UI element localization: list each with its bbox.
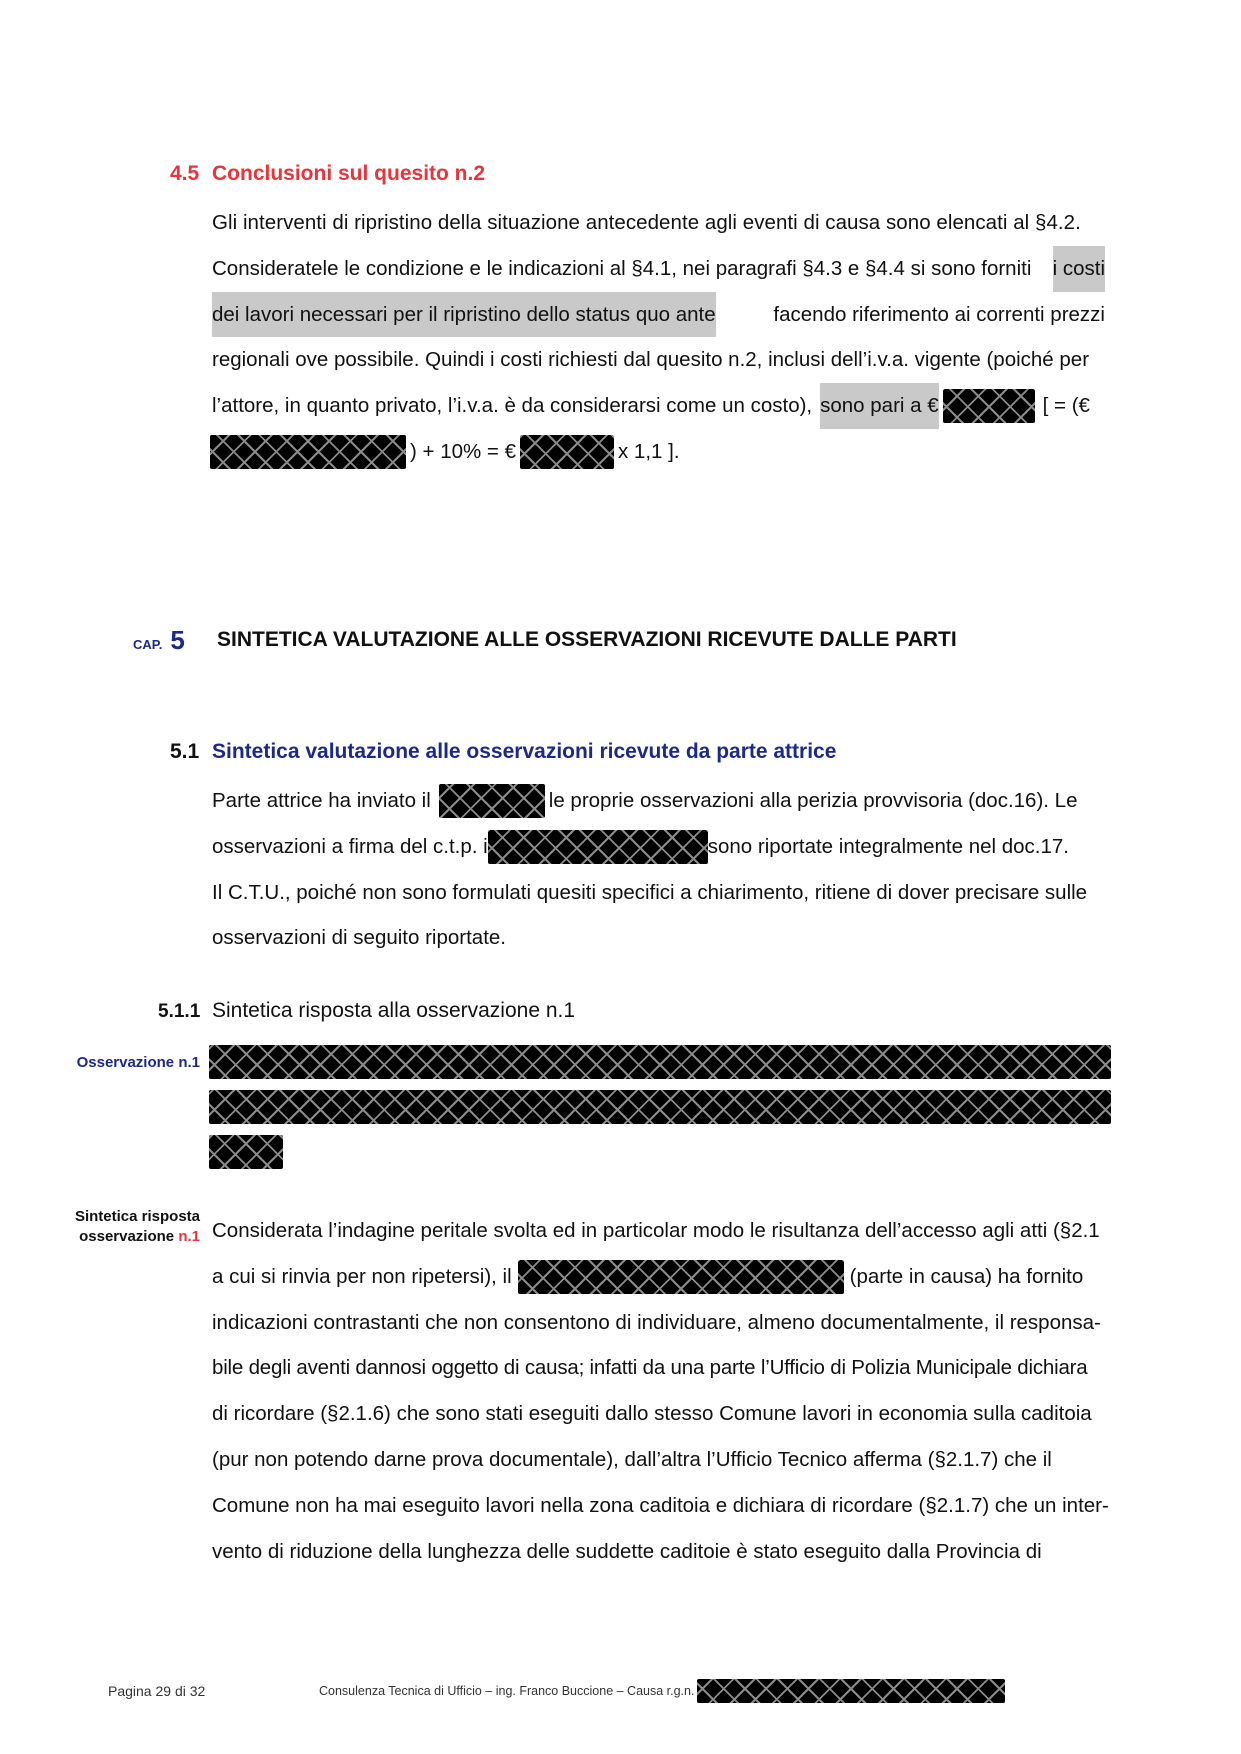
body-text: Parte attrice ha inviato il bbox=[212, 789, 431, 812]
section-5-1-title: Sintetica valutazione alle osservazioni ricevute da parte attrice bbox=[212, 740, 837, 763]
section-5-1-number: 5.1 bbox=[170, 740, 200, 763]
highlighted-text: dei lavori necessari per il ripristino dello status quo ante bbox=[212, 292, 716, 338]
redaction-block bbox=[209, 1135, 283, 1169]
margin-note-observation: Osservazione n.1 bbox=[76, 1054, 200, 1071]
body-line: Gli interventi di ripristino della situazione antecedente agli eventi di causa sono elencati al §4.2. bbox=[212, 211, 1081, 234]
section-5-1-1-number: 5.1.1 bbox=[158, 1001, 201, 1022]
body-line bbox=[212, 824, 1105, 870]
redaction-block bbox=[943, 389, 1035, 423]
section-4-5-title: Conclusioni sul quesito n.2 bbox=[212, 162, 486, 185]
margin-note-line bbox=[75, 1227, 200, 1247]
body-text: facendo riferimento ai correnti prezzi bbox=[773, 302, 1105, 326]
body-text: l’attore, in quanto privato, l’i.v.a. è da considerarsi come un costo), bbox=[212, 394, 813, 418]
section-5-1-1-title: Sintetica risposta alla osservazione n.1 bbox=[212, 999, 576, 1022]
body-line: Comune non ha mai eseguito lavori nella zona caditoia e dichiara di ricordare (§2.1.7) che un inter- bbox=[212, 1493, 1109, 1517]
footer-caption: Consulenza Tecnica di Ufficio – ing. Franco Buccione – Causa r.g.n. bbox=[319, 1684, 695, 1698]
body-text: Consideratele le condizione e le indicazioni al §4.1, nei paragrafi §4.3 e §4.4 si sono forniti bbox=[212, 256, 1032, 280]
margin-note-text: osservazione bbox=[79, 1228, 175, 1245]
body-line: regionali ove possibile. Quindi i costi richiesti dal quesito n.2, inclusi dell’i.v.a. vigente (poiché per bbox=[212, 348, 1090, 372]
body-line bbox=[212, 246, 1105, 292]
body-line bbox=[212, 778, 1105, 824]
redaction-block bbox=[210, 435, 406, 469]
body-line: osservazioni di seguito riportate. bbox=[212, 926, 506, 950]
highlighted-text: sono pari a € bbox=[820, 383, 939, 429]
body-line: vento di riduzione della lunghezza delle suddette caditoie è stato eseguito dalla Provincia di bbox=[212, 1539, 1042, 1563]
chapter-heading bbox=[133, 625, 185, 656]
body-text: osservazioni a firma del c.t.p. i bbox=[212, 834, 488, 858]
body-line: (pur non potendo darne prova documentale), dall’altra l’Ufficio Tecnico afferma (§2.1.7) che il bbox=[212, 1447, 1052, 1471]
redacted-observation bbox=[209, 1045, 1111, 1169]
chapter-prefix: CAP. bbox=[133, 637, 163, 652]
section-5-1-1-body bbox=[212, 1208, 1109, 1574]
margin-note-line: Sintetica risposta bbox=[74, 1208, 200, 1225]
body-line: indicazioni contrastanti che non consentono di individuare, almeno documentalmente, il responsa- bbox=[212, 1310, 1101, 1334]
section-4-5-number: 4.5 bbox=[170, 162, 200, 185]
body-line bbox=[212, 429, 1105, 475]
redaction-block bbox=[209, 1045, 1111, 1079]
section-4-5-body bbox=[212, 200, 1105, 475]
redaction-block bbox=[209, 1090, 1111, 1124]
margin-note-response bbox=[75, 1207, 200, 1247]
chapter-title: SINTETICA VALUTAZIONE ALLE OSSERVAZIONI RICEVUTE DALLE PARTI bbox=[217, 628, 957, 651]
body-line: Il C.T.U., poiché non sono formulati quesiti specifici a chiarimento, ritiene di dover precisare sulle bbox=[212, 880, 1088, 904]
body-text: [ = (€ bbox=[1042, 394, 1090, 418]
body-line: Considerata l’indagine peritale svolta ed in particolar modo le risultanza dell’accesso agli atti (§2.1 bbox=[212, 1219, 1100, 1242]
body-line bbox=[212, 383, 1105, 429]
section-5-1-body bbox=[212, 778, 1105, 961]
chapter-number: 5 bbox=[170, 625, 185, 655]
body-line bbox=[212, 1254, 1105, 1300]
body-text: x 1,1 ]. bbox=[617, 439, 680, 463]
redaction-block bbox=[518, 1260, 844, 1294]
highlighted-text: i costi bbox=[1053, 246, 1105, 292]
body-line: di ricordare (§2.1.6) che sono stati eseguiti dallo stesso Comune lavori in economia sulla caditoia bbox=[212, 1402, 1092, 1426]
body-text: (parte in causa) ha fornito bbox=[849, 1264, 1084, 1288]
body-text: a cui si rinvia per non ripetersi), il bbox=[212, 1264, 512, 1288]
body-line bbox=[212, 292, 1105, 338]
body-text: ) + 10% = € bbox=[410, 439, 516, 463]
redaction-block bbox=[439, 784, 545, 818]
redaction-block bbox=[520, 435, 614, 469]
footer-text bbox=[319, 1679, 1005, 1703]
footer-page-number: Pagina 29 di 32 bbox=[108, 1683, 206, 1699]
redaction-block bbox=[488, 830, 708, 864]
body-line: bile degli aventi dannosi oggetto di causa; infatti da una parte l’Ufficio di Polizia Municipale dichiara bbox=[212, 1356, 1088, 1380]
body-text: sono riportate integralmente nel doc.17. bbox=[707, 834, 1069, 858]
redaction-block bbox=[697, 1679, 1005, 1703]
margin-note-number: n.1 bbox=[178, 1228, 200, 1245]
body-text: le proprie osservazioni alla perizia provvisoria (doc.16). Le bbox=[548, 789, 1078, 812]
